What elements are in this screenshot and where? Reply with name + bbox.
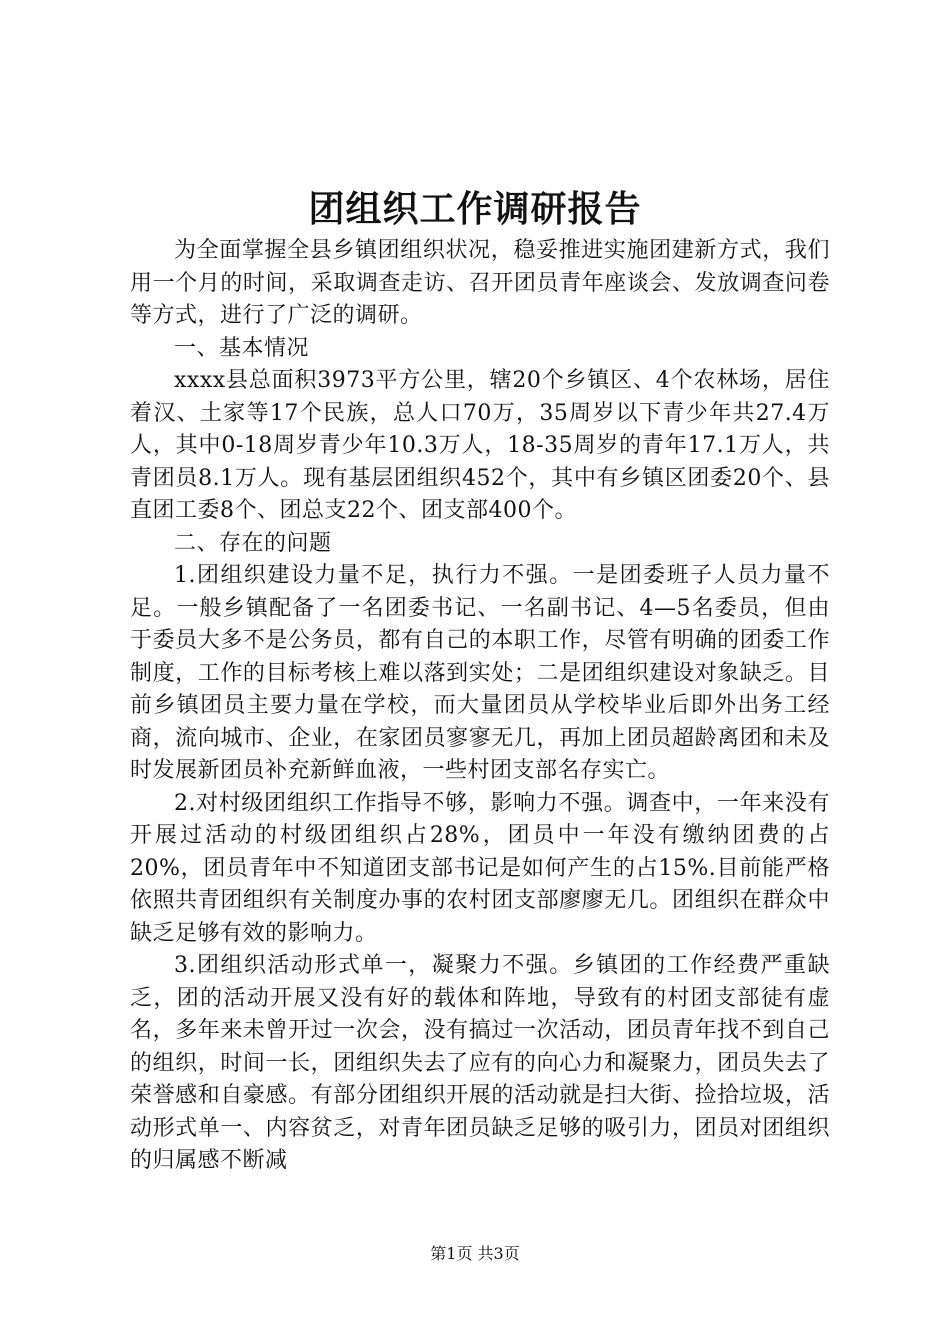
page-footer: 第1页 共3页 (430, 1244, 520, 1263)
problem-3-paragraph: 3.团组织活动形式单一，凝聚力不强。乡镇团的工作经费严重缺乏，团的活动开展又没有好的载体和阵地，导致有的村团支部徒有虚名，多年来未曾开过一次会，没有搞过一次活动，团员青年找不到自己的组织，时间一长，团组织失去了应有的向心力和凝聚力，团员失去了荣誉感和自豪感。有部分团组织开展的活动就是扫大街、捡拾垃圾，活动形式单一、内容贫乏，对青年团员缺乏足够的吸引力，团员对团组织的归属感不断减 (130, 953, 830, 1173)
basic-situation-paragraph: xxxx县总面积3973平方公里，辖20个乡镇区、4个农林场，居住着汉、土家等17个民族，总人口70万，35周岁以下青少年共27.4万人，其中0-18周岁青少年10.3万人，18-35周岁的青年17.1万人，共青团员8.1万人。现有基层团组织452个，其中有乡镇区团委20个、县直团工委8个、团总支22个、团支部400个。 (130, 368, 830, 523)
section-heading-problems: 二、存在的问题 (174, 530, 332, 556)
document-title: 团组织工作调研报告 (308, 188, 642, 230)
document-body (130, 235, 830, 1178)
section-heading-basic-situation: 一、基本情况 (174, 335, 310, 361)
intro-paragraph: 为全面掌握全县乡镇团组织状况，稳妥推进实施团建新方式，我们用一个月的时间，采取调查走访、召开团员青年座谈会、发放调查问卷等方式，进行了广泛的调研。 (130, 238, 830, 328)
problem-2-paragraph: 2.对村级团组织工作指导不够，影响力不强。调查中，一年来没有开展过活动的村级团组织占28%，团员中一年没有缴纳团费的占20%，团员青年中不知道团支部书记是如何产生的占15%.目前能严格依照共青团组织有关制度办事的农村团支部廖廖无几。团组织在群众中缺乏足够有效的影响力。 (130, 790, 830, 946)
problem-1-paragraph: 1.团组织建设力量不足，执行力不强。一是团委班子人员力量不足。一般乡镇配备了一名团委书记、一名副书记、4—5名委员，但由于委员大多不是公务员，都有自己的本职工作，尽管有明确的团委工作制度，工作的目标考核上难以落到实处；二是团组织建设对象缺乏。目前乡镇团员主要力量在学校，而大量团员从学校毕业后即外出务工经商，流向城市、企业，在家团员寥寥无几，再加上团员超龄离团和未及时发展新团员补充新鲜血液，一些村团支部名存实亡。 (130, 563, 830, 783)
